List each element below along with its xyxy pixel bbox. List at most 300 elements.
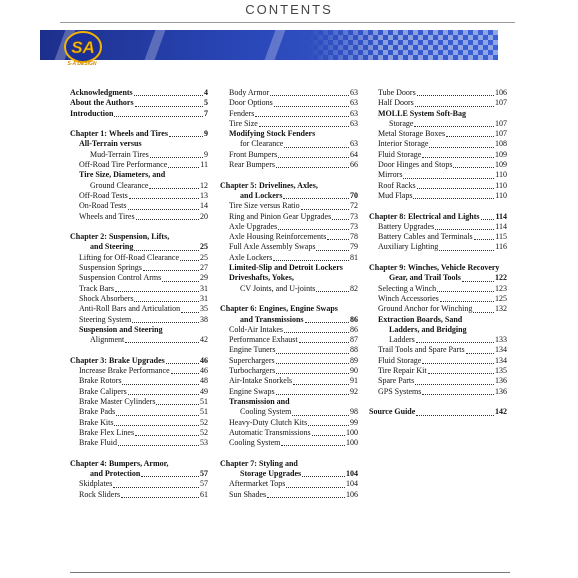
toc-entry[interactable] bbox=[70, 109, 208, 119]
toc-entry-title: Lifting for Off-Road Clearance bbox=[79, 252, 180, 262]
toc-entry-title: Engine Swaps bbox=[229, 386, 275, 396]
toc-entry-title: Tire Size, Diameters, and bbox=[79, 170, 166, 180]
toc-entry-title: Front Bumpers bbox=[229, 149, 278, 159]
toc-entry-title: Cooling System bbox=[240, 407, 292, 417]
dot-leader bbox=[302, 476, 345, 477]
dot-leader bbox=[416, 342, 494, 343]
toc-page-number: 11 bbox=[200, 160, 208, 170]
dot-leader bbox=[134, 250, 199, 251]
toc-entry[interactable] bbox=[70, 88, 208, 98]
toc-page-number: 70 bbox=[350, 190, 358, 200]
toc-entry[interactable] bbox=[70, 335, 208, 345]
toc-entry[interactable] bbox=[220, 376, 358, 386]
toc-entry[interactable] bbox=[369, 212, 507, 222]
toc-entry[interactable] bbox=[220, 98, 358, 108]
toc-entry[interactable] bbox=[220, 181, 358, 191]
toc-page-number: 14 bbox=[200, 201, 208, 211]
toc-entry-title: and Lockers bbox=[240, 190, 283, 200]
toc-entry-title: Air-Intake Snorkels bbox=[229, 376, 293, 386]
toc-entry[interactable] bbox=[220, 356, 358, 366]
toc-entry[interactable] bbox=[369, 222, 507, 232]
toc-entry[interactable] bbox=[220, 469, 358, 479]
dot-leader bbox=[284, 147, 349, 148]
toc-page-number: 100 bbox=[346, 438, 358, 448]
toc-entry[interactable] bbox=[70, 98, 208, 108]
toc-entry[interactable] bbox=[369, 407, 507, 417]
toc-page-number: 114 bbox=[495, 221, 507, 231]
dot-leader bbox=[125, 342, 199, 343]
toc-entry[interactable] bbox=[70, 150, 208, 160]
dot-leader bbox=[316, 291, 349, 292]
toc-entry-title: Cooling System bbox=[229, 438, 281, 448]
toc-entry-title: Chapter 5: Drivelines, Axles, bbox=[220, 180, 318, 190]
toc-entry-title: Door Hinges and Stops bbox=[378, 160, 453, 170]
dot-leader bbox=[293, 384, 349, 385]
toc-entry-title: Skidplates bbox=[79, 479, 113, 489]
dot-leader bbox=[316, 250, 349, 251]
dot-leader bbox=[440, 301, 494, 302]
dot-leader bbox=[255, 116, 349, 117]
toc-entry[interactable] bbox=[220, 212, 358, 222]
dot-leader bbox=[417, 95, 494, 96]
toc-entry-title: Off-Road Tests bbox=[79, 190, 128, 200]
toc-page-number: 142 bbox=[495, 407, 507, 417]
toc-page-number: 29 bbox=[200, 273, 208, 283]
toc-entry[interactable] bbox=[70, 273, 208, 283]
dot-leader bbox=[283, 198, 349, 199]
toc-page-number: 48 bbox=[200, 376, 208, 386]
toc-page-number: 109 bbox=[495, 160, 507, 170]
toc-entry[interactable] bbox=[369, 304, 507, 314]
toc-entry[interactable] bbox=[369, 181, 507, 191]
dot-leader bbox=[267, 497, 345, 498]
toc-entry-title: Introduction bbox=[70, 108, 114, 118]
toc-entry[interactable] bbox=[220, 418, 358, 428]
toc-spacer bbox=[70, 119, 208, 129]
toc-entry[interactable] bbox=[220, 335, 358, 345]
toc-page-number: 82 bbox=[350, 283, 358, 293]
dot-leader bbox=[274, 106, 349, 107]
dot-leader bbox=[114, 425, 199, 426]
toc-entry-title: Metal Storage Boxes bbox=[378, 129, 446, 139]
toc-entry[interactable] bbox=[369, 129, 507, 139]
toc-entry[interactable] bbox=[220, 129, 358, 139]
toc-entry[interactable] bbox=[220, 273, 358, 283]
dot-leader bbox=[162, 281, 199, 282]
toc-entry[interactable] bbox=[369, 284, 507, 294]
toc-page-number: 9 bbox=[204, 149, 208, 159]
toc-entry[interactable] bbox=[70, 325, 208, 335]
toc-entry[interactable] bbox=[369, 109, 507, 119]
toc-entry[interactable] bbox=[220, 119, 358, 129]
toc-entry-title: Brake Pads bbox=[79, 407, 116, 417]
toc-entry[interactable] bbox=[220, 345, 358, 355]
toc-page-number: 104 bbox=[346, 479, 358, 489]
toc-entry[interactable] bbox=[70, 294, 208, 304]
toc-entry-title: Gear, and Trail Tools bbox=[389, 273, 461, 283]
toc-entry[interactable] bbox=[70, 242, 208, 252]
toc-entry[interactable] bbox=[220, 242, 358, 252]
dot-leader bbox=[439, 250, 494, 251]
toc-entry-title: Chapter 7: Styling and bbox=[220, 458, 298, 468]
dot-leader bbox=[332, 219, 349, 220]
toc-page-number: 135 bbox=[495, 366, 507, 376]
toc-entry-title: Anti-Roll Bars and Articulation bbox=[79, 304, 181, 314]
toc-entry-title: Alignment bbox=[90, 335, 125, 345]
toc-entry-title: All-Terrain versus bbox=[79, 139, 142, 149]
toc-entry[interactable] bbox=[220, 88, 358, 98]
toc-entry[interactable] bbox=[220, 253, 358, 263]
toc-page-number: 116 bbox=[495, 242, 507, 252]
toc-entry-title: Trail Tools and Spare Parts bbox=[378, 345, 465, 355]
toc-entry-title: Turbochargers bbox=[229, 366, 276, 376]
dot-leader bbox=[156, 404, 199, 405]
dot-leader bbox=[136, 219, 199, 220]
toc-entry-title: and Protection bbox=[90, 468, 141, 478]
toc-page-number: 12 bbox=[200, 180, 208, 190]
dot-leader bbox=[462, 281, 494, 282]
toc-entry-title: and Transmissions bbox=[240, 314, 304, 324]
toc-entry-title: Shock Absorbers bbox=[79, 293, 134, 303]
toc-entry[interactable] bbox=[220, 150, 358, 160]
toc-page-number: 61 bbox=[200, 489, 208, 499]
page-title: CONTENTS bbox=[245, 2, 333, 17]
toc-page-number: 110 bbox=[495, 190, 507, 200]
toc-entry[interactable] bbox=[220, 428, 358, 438]
toc-page-number: 9 bbox=[204, 129, 208, 139]
toc-entry[interactable] bbox=[70, 253, 208, 263]
toc-entry-title: Brake Fluid bbox=[79, 438, 117, 448]
toc-entry[interactable] bbox=[70, 356, 208, 366]
toc-entry-title: Brake Master Cylinders bbox=[79, 396, 156, 406]
toc-entry[interactable] bbox=[369, 88, 507, 98]
dot-leader bbox=[281, 445, 345, 446]
toc-page-number: 106 bbox=[495, 88, 507, 97]
toc-entry-title: Fenders bbox=[229, 108, 255, 118]
toc-page-number: 100 bbox=[346, 427, 358, 437]
dot-leader bbox=[114, 116, 203, 117]
toc-entry[interactable] bbox=[220, 139, 358, 149]
toc-entry-title: Transmission and bbox=[229, 396, 290, 406]
toc-page-number: 109 bbox=[495, 149, 507, 159]
toc-entry-title: Modifying Stock Fenders bbox=[229, 129, 316, 139]
toc-entry-title: Axle Housing Reinforcements bbox=[229, 232, 327, 242]
toc-entry[interactable] bbox=[220, 304, 358, 314]
dot-leader bbox=[180, 260, 199, 261]
toc-entry[interactable] bbox=[220, 191, 358, 201]
dot-leader bbox=[276, 167, 349, 168]
toc-page-number: 46 bbox=[200, 366, 208, 376]
toc-entry[interactable] bbox=[70, 129, 208, 139]
toc-entry[interactable] bbox=[70, 284, 208, 294]
toc-page-number: 134 bbox=[495, 345, 507, 355]
toc-entry[interactable] bbox=[220, 232, 358, 242]
toc-page-number: 49 bbox=[200, 386, 208, 396]
toc-page-number: 134 bbox=[495, 355, 507, 365]
toc-page-number: 63 bbox=[350, 88, 358, 97]
toc-entry[interactable] bbox=[220, 109, 358, 119]
dot-leader bbox=[327, 239, 349, 240]
toc-page-number: 86 bbox=[350, 324, 358, 334]
toc-entry-title: Axle Upgrades bbox=[229, 221, 278, 231]
toc-entry-title: and Steering bbox=[90, 242, 134, 252]
dot-leader bbox=[422, 394, 494, 395]
toc-page-number: 63 bbox=[350, 139, 358, 149]
toc-entry[interactable] bbox=[369, 315, 507, 325]
dot-leader bbox=[132, 322, 199, 323]
toc-page-number: 107 bbox=[495, 98, 507, 108]
toc-page-number: 107 bbox=[495, 129, 507, 139]
toc-page-number: 114 bbox=[495, 211, 507, 221]
dot-leader bbox=[414, 126, 494, 127]
toc-spacer bbox=[369, 201, 507, 211]
toc-entry-title: Chapter 6: Engines, Engine Swaps bbox=[220, 304, 338, 314]
toc-entry[interactable] bbox=[70, 170, 208, 180]
toc-entry[interactable] bbox=[70, 490, 208, 500]
toc-entry[interactable] bbox=[220, 490, 358, 500]
toc-entry-title: Chapter 9: Winches, Vehicle Recovery bbox=[369, 263, 500, 273]
toc-page-number: 86 bbox=[350, 314, 358, 324]
dot-leader bbox=[299, 342, 349, 343]
dot-leader bbox=[128, 209, 199, 210]
toc-column-1 bbox=[70, 88, 208, 500]
dot-leader bbox=[446, 136, 494, 137]
toc-page-number: 51 bbox=[200, 407, 208, 417]
toc-entry[interactable] bbox=[70, 315, 208, 325]
dot-leader bbox=[149, 188, 199, 189]
toc-entry[interactable] bbox=[70, 191, 208, 201]
toc-entry-title: Rear Bumpers bbox=[229, 160, 275, 170]
toc-entry-title: Track Bars bbox=[79, 283, 115, 293]
toc-entry[interactable] bbox=[369, 170, 507, 180]
dot-leader bbox=[301, 209, 349, 210]
toc-page-number: 13 bbox=[200, 190, 208, 200]
toc-page-number: 110 bbox=[495, 170, 507, 180]
toc-page-number: 73 bbox=[350, 211, 358, 221]
dot-leader bbox=[308, 425, 349, 426]
toc-entry[interactable] bbox=[369, 273, 507, 283]
toc-page-number: 4 bbox=[204, 88, 208, 97]
toc-entry[interactable] bbox=[220, 438, 358, 448]
toc-entry[interactable] bbox=[220, 479, 358, 489]
toc-page-number: 91 bbox=[350, 376, 358, 386]
dot-leader bbox=[417, 188, 495, 189]
toc-entry-title: Storage bbox=[389, 118, 414, 128]
toc-entry[interactable] bbox=[369, 356, 507, 366]
toc-page-number: 108 bbox=[495, 139, 507, 149]
toc-page-number: 92 bbox=[350, 386, 358, 396]
toc-entry[interactable] bbox=[220, 222, 358, 232]
toc-page-number: 35 bbox=[200, 304, 208, 314]
toc-entry[interactable] bbox=[70, 407, 208, 417]
toc-entry[interactable] bbox=[70, 428, 208, 438]
toc-spacer bbox=[70, 345, 208, 355]
toc-entry-title: Interior Storage bbox=[378, 139, 429, 149]
toc-entry-title: Sun Shades bbox=[229, 489, 267, 499]
toc-entry[interactable] bbox=[369, 345, 507, 355]
toc-entry-title: Steering System bbox=[79, 314, 132, 324]
toc-entry[interactable] bbox=[70, 397, 208, 407]
toc-page-number: 90 bbox=[350, 366, 358, 376]
dot-leader bbox=[171, 373, 199, 374]
toc-entry[interactable] bbox=[369, 191, 507, 201]
toc-entry[interactable] bbox=[70, 366, 208, 376]
toc-entry-title: Source Guide bbox=[369, 407, 416, 417]
toc-entry[interactable] bbox=[369, 325, 507, 335]
dot-leader bbox=[121, 497, 199, 498]
toc-page-number: 51 bbox=[200, 396, 208, 406]
toc-entry-title: Brake Rotors bbox=[79, 376, 122, 386]
dot-leader bbox=[422, 157, 494, 158]
toc-page-number: 73 bbox=[350, 221, 358, 231]
toc-entry[interactable] bbox=[70, 263, 208, 273]
dot-leader bbox=[481, 219, 495, 220]
toc-column-2 bbox=[220, 88, 358, 500]
toc-spacer bbox=[70, 448, 208, 458]
header-banner bbox=[40, 30, 498, 60]
toc-page-number: 88 bbox=[350, 345, 358, 355]
toc-page-number: 104 bbox=[346, 468, 358, 478]
toc-entry[interactable] bbox=[220, 201, 358, 211]
toc-entry-title: Battery Cables and Terminals bbox=[378, 232, 473, 242]
dot-leader bbox=[135, 435, 199, 436]
toc-entry[interactable] bbox=[70, 479, 208, 489]
toc-entry-title: Storage Upgrades bbox=[240, 468, 302, 478]
toc-entry[interactable] bbox=[220, 160, 358, 170]
toc-entry[interactable] bbox=[220, 407, 358, 417]
toc-entry-title: Door Options bbox=[229, 98, 273, 108]
toc-entry-title: Ground Clearance bbox=[90, 180, 149, 190]
toc-entry[interactable] bbox=[70, 469, 208, 479]
dot-leader bbox=[150, 157, 203, 158]
toc-entry-title: Driveshafts, Yokes, bbox=[229, 273, 294, 283]
toc-entry[interactable] bbox=[70, 438, 208, 448]
toc-entry[interactable] bbox=[70, 376, 208, 386]
toc-spacer bbox=[70, 222, 208, 232]
toc-entry[interactable] bbox=[369, 160, 507, 170]
toc-entry[interactable] bbox=[369, 366, 507, 376]
toc-entry[interactable] bbox=[369, 376, 507, 386]
toc-entry[interactable] bbox=[220, 325, 358, 335]
dot-leader bbox=[181, 312, 199, 313]
dot-leader bbox=[278, 229, 349, 230]
dot-leader bbox=[134, 301, 199, 302]
dot-leader bbox=[435, 229, 494, 230]
toc-spacer bbox=[220, 294, 358, 304]
toc-entry[interactable] bbox=[369, 232, 507, 242]
dot-leader bbox=[276, 363, 349, 364]
dot-leader bbox=[305, 322, 349, 323]
toc-entry[interactable] bbox=[369, 335, 507, 345]
toc-spacer bbox=[369, 253, 507, 263]
toc-entry-title: Fluid Storage bbox=[378, 149, 422, 159]
toc-page-number: 25 bbox=[200, 242, 208, 252]
toc-entry[interactable] bbox=[70, 387, 208, 397]
toc-page-number: 98 bbox=[350, 407, 358, 417]
toc-entry[interactable] bbox=[220, 387, 358, 397]
toc-page-number: 136 bbox=[495, 376, 507, 386]
dot-leader bbox=[473, 312, 494, 313]
toc-entry[interactable] bbox=[220, 397, 358, 407]
dot-leader bbox=[276, 353, 349, 354]
toc-entry[interactable] bbox=[220, 459, 358, 469]
toc-page-number: 81 bbox=[350, 252, 358, 262]
logo-caption: S-A DESIGN bbox=[67, 61, 97, 67]
dot-leader bbox=[453, 167, 494, 168]
toc-entry[interactable] bbox=[369, 150, 507, 160]
dot-leader bbox=[129, 198, 199, 199]
toc-entry[interactable] bbox=[369, 387, 507, 397]
toc-entry[interactable] bbox=[369, 294, 507, 304]
toc-entry[interactable] bbox=[70, 232, 208, 242]
toc-entry-title: Chapter 3: Brake Upgrades bbox=[70, 355, 165, 365]
toc-entry[interactable] bbox=[220, 263, 358, 273]
toc-page-number: 89 bbox=[350, 355, 358, 365]
toc-entry[interactable] bbox=[220, 366, 358, 376]
toc-entry[interactable] bbox=[220, 284, 358, 294]
footer-divider bbox=[70, 572, 510, 573]
svg-text:SA: SA bbox=[71, 38, 95, 57]
toc-page-number: 53 bbox=[200, 438, 208, 448]
toc-entry[interactable] bbox=[70, 139, 208, 149]
toc-entry[interactable] bbox=[70, 201, 208, 211]
toc-spacer bbox=[369, 397, 507, 407]
toc-page-number: 107 bbox=[495, 118, 507, 128]
toc-page-number: 87 bbox=[350, 335, 358, 345]
toc-entry[interactable] bbox=[70, 212, 208, 222]
toc-entry-title: Acknowledgments bbox=[70, 88, 133, 97]
toc-entry[interactable] bbox=[369, 98, 507, 108]
toc-entry[interactable] bbox=[70, 304, 208, 314]
toc-page-number: 38 bbox=[200, 314, 208, 324]
toc-entry[interactable] bbox=[70, 160, 208, 170]
toc-entry[interactable] bbox=[369, 263, 507, 273]
toc-entry-title: Superchargers bbox=[229, 355, 275, 365]
toc-entry[interactable] bbox=[369, 139, 507, 149]
toc-page-number: 115 bbox=[495, 232, 507, 242]
toc-entry[interactable] bbox=[70, 459, 208, 469]
toc-page-number: 72 bbox=[350, 201, 358, 211]
dot-leader bbox=[276, 394, 349, 395]
toc-entry-title: Full Axle Assembly Swaps bbox=[229, 242, 316, 252]
toc-entry[interactable] bbox=[220, 315, 358, 325]
toc-entry-title: Brake Flex Lines bbox=[79, 427, 135, 437]
dot-leader bbox=[437, 291, 494, 292]
toc-entry[interactable] bbox=[369, 242, 507, 252]
toc-entry-title: Tire Size bbox=[229, 118, 258, 128]
toc-entry-title: Increase Brake Performance bbox=[79, 366, 170, 376]
toc-page-number: 5 bbox=[204, 98, 208, 108]
toc-entry[interactable] bbox=[369, 119, 507, 129]
toc-page-number: 31 bbox=[200, 283, 208, 293]
dot-leader bbox=[312, 435, 345, 436]
toc-entry-title: Tire Size versus Ratio bbox=[229, 201, 300, 211]
toc-page-number: 106 bbox=[346, 489, 358, 499]
toc-entry-title: Mirrors bbox=[378, 170, 403, 180]
toc-entry-title: Selecting a Winch bbox=[378, 283, 437, 293]
dot-leader bbox=[143, 270, 199, 271]
toc-page-number: 63 bbox=[350, 98, 358, 108]
toc-entry[interactable] bbox=[70, 418, 208, 428]
toc-entry-title: Winch Accessories bbox=[378, 293, 439, 303]
dot-leader bbox=[168, 167, 199, 168]
dot-leader bbox=[259, 126, 349, 127]
toc-page-number: 78 bbox=[350, 232, 358, 242]
toc-entry-title: Engine Tuners bbox=[229, 345, 276, 355]
toc-entry[interactable] bbox=[70, 181, 208, 191]
dot-leader bbox=[276, 373, 349, 374]
toc-entry-title: Roof Racks bbox=[378, 180, 416, 190]
